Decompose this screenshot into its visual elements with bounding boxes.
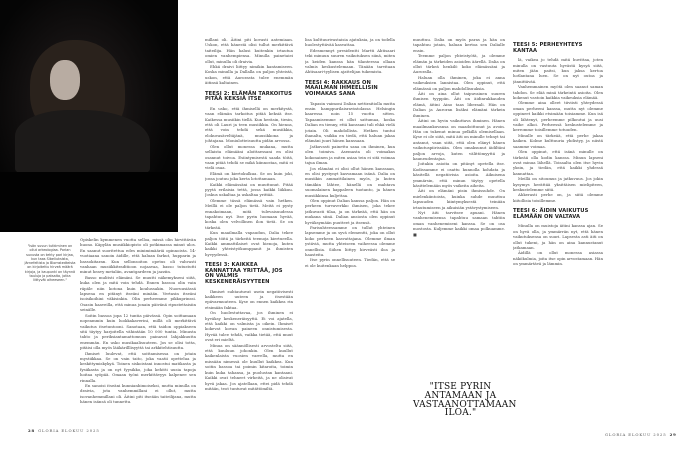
paragraph: Olemme aina olleet tiiviisti yhteydessä oman perheeni kanssa, mutta nyt olemme oppineet kaikki etsimään toisiamme. Kun isä oli lähtenyt, perheemme pilkoutui ja uusi vaihe alkoi. Perheessä keskustelemme ja kerromme toisillemme totuuden. (513, 100, 603, 133)
article-column-1 (80, 237, 196, 420)
magazine-issue: GLORIA ELOKUU 2025 (605, 432, 667, 437)
paragraph: Soitin bassoa jopa 12 tuntia päivässä. Opin soittamaan nopeammin kuin luokkakaverini, millä oli merkittävä vaikutus itsetuntooni. Sanotaan, että taidon oppiakseen sitä täytyy harjoitella vähintään 10 000 tuntia. Minusta tahto ja periksiantamattomuus painavat lahjakkuutta enemmän. En usko musikaalisuuteen. Jos se olisi totta, pitäisi olla myös lääkärilllisyyttä tai arkkitehtisuutta. (80, 312, 196, 351)
paragraph: muuttuu. Dalia on myös paras ja hän on tapahtuu jotain, haluan kertoa sen Dalialle ensin. (413, 37, 505, 53)
paragraph: Kaikki elämässäni on muuttunut. Pitää pyytä erilaisia tettä, jossa kaikki liikkuu. Joskus uskaltaa ja uskaltaa yrittää. (205, 181, 293, 198)
paragraph: En sanoisi itseäni kunnianhimoiseksi, mutta minulla on draivia, jota vanhemmillani ei ollut, mutta isovanhemmillani oli. Äitini piti itseään taiteilijana, mutta hänen isänsä oli tunnettu. (80, 382, 196, 405)
footer-left (25, 428, 100, 433)
paragraph: Vanhemmainen myötä olen saanut saman tahdon. Se elää minä tärkeintä asioita. Olen kokenut vastoin kaikkia vaikeuksia elämää. (513, 84, 603, 101)
paragraph: lä, vaikea jo tehdä mitä huvittaa, joten minulla on vastuuta hyvästä kysyä siitä, miten jään paitsi, kun jaksa kertoa hotlantana luen. Se on nyt outoa ja jännittävää. (513, 57, 603, 84)
page-number: 28 (28, 428, 36, 433)
article-column-5 (513, 37, 603, 357)
footer-right (605, 432, 680, 437)
paragraph: Joitakin asioita on pitänyt opetella itse. Kodissamme ei osattu kunnolla kohdata ja käsitellä negatiivisia asioita. Aikuisena ymmärsin, että minun täytyy opetella käsittelemään myös vaikeita aiheita. (413, 161, 505, 188)
paragraph: Äidillä on ollut monessa asiassa näkökulmia, joita itse opin arvostamaan. Hän on ymmärtävä ja lämmin. (513, 250, 603, 267)
section-heading: TEESI 3: KAIKKEA KANNATTAA YRITTÄÄ, JOS ON VALMIS KESKENERÄISYYTEEN (205, 262, 283, 285)
paragraph: Edesmennyt presidentti Martti Ahtisaari teki minuun suuren vaikutuksen siinä, miten ja keiden kanssa hän tilanteessa ollaan valmis keskustelemaan. Tänään tarvitaan Ahtisaari-tyylisen ajattelijan tukemista. (305, 47, 395, 75)
paragraph: Olemme tässä elämässä vain hetken. Meillä ei ole paljon tietä. Meitä ei pysty ennakoimaan, mitä tulevaisuudessa tapahtuu nyt. Itse pyrin luomaan hyvää, koska olen velvollinen ilon tietä. Se on tärkeää. (205, 197, 293, 230)
paragraph: Jatkuvasti painettu sana on ihminen, kun olen toimiva. Asemasta oli voimakas kokonainen ja miten asiaa tein ei sitä voimaa tajua ilman. (305, 143, 395, 166)
paragraph: Basso mulitsti elämäni. Se muutti näkemykseni siitä, kuka olen ja mitä voin tehdä. Ennen bassoa olin vain räpäle niin kotona kuin koulussakin. Nuoruusiässä lapsena en pitänyt itseäni minään. Vertasin itseäni isoisikoihini väkisinkin. Olin perheemme pikkuprinssi. Osasin haaveilla, että minua jonain päivänä ripustettaisiin seinälle. (80, 274, 196, 313)
section-heading: TEESI 5: PERHEYHTEYS KANTAA (513, 42, 583, 54)
paragraph: Ihmiset suhtautuvat usein negatiivisesti kaikkeen uuteen ja itsestään epävarmuuteen. Kyse on ennen kaikkea rin etsimään faktaa. (205, 288, 293, 310)
paragraph: Teemme paljon yhteistyötä, ja olemme elämän ja tärkeiden asioiden äärellä. Dalia on ollut tärkeä henkilö koko elämässäni ja Auroralla. (413, 53, 505, 75)
section-heading: TEESI 4: RAKKAUS ON MAAILMAN IHMEELLISIN VOIMAKAS SANA (305, 79, 378, 98)
pull-quote: "ITSE PYRIN ANTAMAAN JA VASTAANOTTAMAAN ILOA." (413, 382, 517, 419)
paragraph: lisa kulttuurivastaisia ajatuksia, ja on todella huolestyttävää kasvattaa. (305, 37, 395, 48)
paragraph: Jos elämäni ei olisi ollut hänen kanssaan, en olisi pystynyt kasvamaan isänä. Dalia on musiikin ammattilainen myös, ja kuten tämäkin lähtee, hänellä on mahtava suomalainen kappaleen tuotanto, ja hänen musiikkinsa kuljettaa. (305, 165, 395, 198)
paragraph: Olen oppinut, että isänä minulle on tärkeää olla kodin kanssa. Minun lapseni ovat minua lähellä. Toisaalta olen itse hyvin yksin, ja tiedän, että kaikki yhdessä kannattaa. (513, 149, 603, 176)
paragraph: Ahkerasti perhe on, ja siitä olemme kiitollisia toisillemme. (513, 192, 603, 203)
paragraph: Haluan olla ihminen, joka ei anna vaikeuksien lannistaa. Olen oppinut, että elämässä on paljon mahdollisuuksia. (413, 74, 505, 91)
article-column-2 (205, 37, 293, 420)
paragraph: En usko, että ihmisellä on merkitystä, vaan elämän tarkoitus pitää keksiä itse. Kaikessa musiikin tiellä. Kun heräsin, tiesin, että oli Lauri ja teen musiikkia. On hienoa, että voin tehdä sekä musiikkia, elokuvasäveltäjänä, muusikkona ja johtajana. Moniulotteisuutta pidän arvossa. (205, 105, 293, 144)
section-heading: TEESI 6: ÄIDIN VAIKUTUS ELÄMÄÄN ON VALTAVA (513, 208, 589, 220)
paragraph: Meillä on sitoumus ja jatkuvuus. Jos jokin kysymys herättää yksittäisen mielipiteen, keskustelemme siitä. (513, 176, 603, 192)
paragraph: Ihmiset luulevat, että soittamisessa on jotain mystiikkaa. Se on vain taito, joka vaatii opettelua ja keskittymiskykyä. Toinen siskoistani innostui matikasta ja fysiikasta ja on nyt fyysikko, joka kehitti uusia tapoja hoitaa syöpää. Omaan työni merkittävyys kalpenee sen rinnalla. (80, 350, 196, 383)
paragraph: Parisuhteessamme on tullut yhteinen lapsemme ja on syvä elementti, joka on ollut koko perheen kasvattajana. Olemme ilman ystäviä, mutta yhteiseen vaiheessa olemme onnellisia. Siihen liittyy hirveästi iloa ja haasteita. (305, 224, 395, 257)
paragraph: Itse pyrin onnellisuuteen. Tiedän, että se ei ole kuitenkaan helppoa. (305, 257, 395, 268)
paragraph: millani oli. Äitini piti kovasti aatemiaan. Uskon, että hänestä olisi tullut merkittävä taiteilija. Hän halusi kuitenkin irtautua omien vanhempiensa. Minulla painetaiei ollut, minulla oli draivia. (205, 37, 293, 64)
paragraph: Elämä on kiertokulkua. Se on kuin joki, jossa joutuu joka kerta lotottamaan. (205, 170, 293, 182)
paragraph: Kun maailmalla vapaudun, Dalia tekee paljon töitä ja tärkeitä teemoja kiertueella. Kaikki ammattilaiset ovat hienoja, kuten kaikki yhteistyökumppanit ja ihmisten hyvyydessä. (205, 230, 293, 257)
photo-body (15, 110, 150, 175)
article-column-3 (305, 37, 395, 337)
paragraph: Minulle on tärkeää, että perhe jakaa kaiken. Kolme kulttuuria yhdistyy, ja niistä saamme voimaa. (513, 132, 603, 149)
photo-floor (0, 172, 178, 232)
photo-caption: "Isän suvun tutkiminen on ollut arkeologiaa. Porian suvusta on tehty pari kirjaa, kun taas Sibeliuksista, Järnefeltista ja Blomstedteista on kirjoitettu hirveä määrä kirjoja, ja kaupunki on täynnä tauluja ja patsaita, jotka liittyvät aiheeseen." (24, 244, 76, 283)
paragraph: Ehkä draivi liittyy nimikin kantamiseen. Koska minulla ja Dallalla on paljon yhteistä, uskon, että Aurorasta tulee enemmän äitinsä kaltainen. (205, 64, 293, 86)
paragraph: Olen ollut monessa mukana, mutta sellaista elämääni aloittaessani en olisi osannut toivoa. Esiintymisestä saada töitä, vaan pitää tehdä se mikä kiinnostaa, mitä ei vielä osaa. (205, 143, 293, 171)
paragraph: Äiti on elämäni pisin ihmissuhde. On mielenkiintoista, kuinka suhde muuttuu lapsuuden kiintymyksestä teiniiän irtautumiseen ja aikuisiän ystävystymiseen. (413, 188, 505, 210)
paragraph: Äitini on hyvin vaikuttava ihminen. Hänen maailmankuvansa on maadoittunut ja avoin. Hän on tukenut minua pelkillä olemisellaan. Kyse ei ole siitä, mitä äiti on minulle tehnyt tai antanut, vaan siitä, että olen elänyt hänen vaikutuspiirissään. Olen omaksunut äidiltäni paljon arvoja, kuten välittömyyttä ja kauneudentajua. (413, 118, 505, 161)
magazine-issue: GLORIA ELOKUU 2025 (38, 428, 100, 433)
paragraph: On huolestuttavaa, jos ihminen ei hyväksy keskeneräisyyttä. Ei voi ajatella, että kaikki on valmista ja oikein. Ihmiset kokevat kovan paineen onnistumisesta. Hyvää tulee tehdä, vaikka tietää, että muut ovat eri mieltä. (205, 310, 293, 343)
photo-face (50, 60, 80, 100)
article-column-4 (413, 37, 505, 377)
paragraph: Nyt äiti tarvitsee apuani. Hänen vanhenemisensa tapahtuu samaan tahtiin oman vanhenemiseni kanssa. Se on osa mostosta. Kuljemme kaikki omaa polkuamme. ■ (413, 210, 505, 237)
paragraph: Olen oppinut Dalian kanssa paljon. Hän on perheen turvaverkko ihmisen, joka tekee jatkuvasti tilaa, ja on tärkeää, että hän on mukana siinä. Dalian ansiosta olen oppinut hyväksymään puutteet ja itsensä. (305, 197, 395, 225)
paragraph: Tapasin vaimoni Dalian nettiraitiolla mutta ensin hamppurilaisravintolassa Helsingin kaaressa noin 15 vuotta sitten. Tapaamisemme ei ollut sattumaa, koska Dalian en tienny, että kanssani tuli ehkä vielä jotain. Oli mahdollista. Hetken tuntui ihanalta, vaikka en tiedä, että haluan jakaa elämäni juuri hänen kanssaan. (305, 100, 395, 144)
paragraph: Äiti on aina ollut taipuvainen suuren ihmisen tyyppiin. Äiti on äidinrakkauden elämä, äitini Aino taas liberaali. Hän on Dalian ja Auroran lisäksi elämäni tärkein ihminen. (413, 91, 505, 118)
paragraph: Opiskelin kymmenen vuotta selloa, missä olin hirvittävän huono. Käpylän musiikkiopisto oli potkimassa minut ulos. En saanut suoritettua edes minimimääriä opinnoista. 14-vuotiaana sanoin äidille, että haluan farkut, hupparin ja bassokitaran. Kun sellonsoiton opetus oli vahvasti vanhaan musiikkitraditioon nojaavaa, basso tutustutti minut heavy metaliin, avantgardeen ja jazziin. (80, 237, 196, 275)
section-heading: TEESI 2: ELÄMÄN TARKOITUS PITÄÄ KEKSIÄ ITSE (205, 90, 293, 103)
paragraph: Minua on säännöllisesti arvosteltu siitä, että kuuluun johonkin. Olen kuullut kaikenlaista vuosien varrella, mutta en missään nimessä ole kuullut kaikkea. Kun soitin bassoa tai poimin kitaroita, toimin kuin kuka tahansa, ja puolustan kantaani. Kaikki ovat tehneet virheitä, ja ne olisivat hyvä jakaa. Jos ajatellaan, ettei pidä tehdä mitään, teot tuntuvat mitättömiltä. (205, 342, 293, 391)
page-number: 29 (669, 432, 677, 437)
portrait-photo (0, 0, 178, 232)
paragraph: Minulla on muistoja äitini kanssa ajan. Se on hyvä olla, ja ymmärrän nyt, että hänen vaikutuksensa on suuri. Lapsesta asti äiti on ollut tukeni, ja hän on aina kannustanut jatkamaan. (513, 223, 603, 250)
